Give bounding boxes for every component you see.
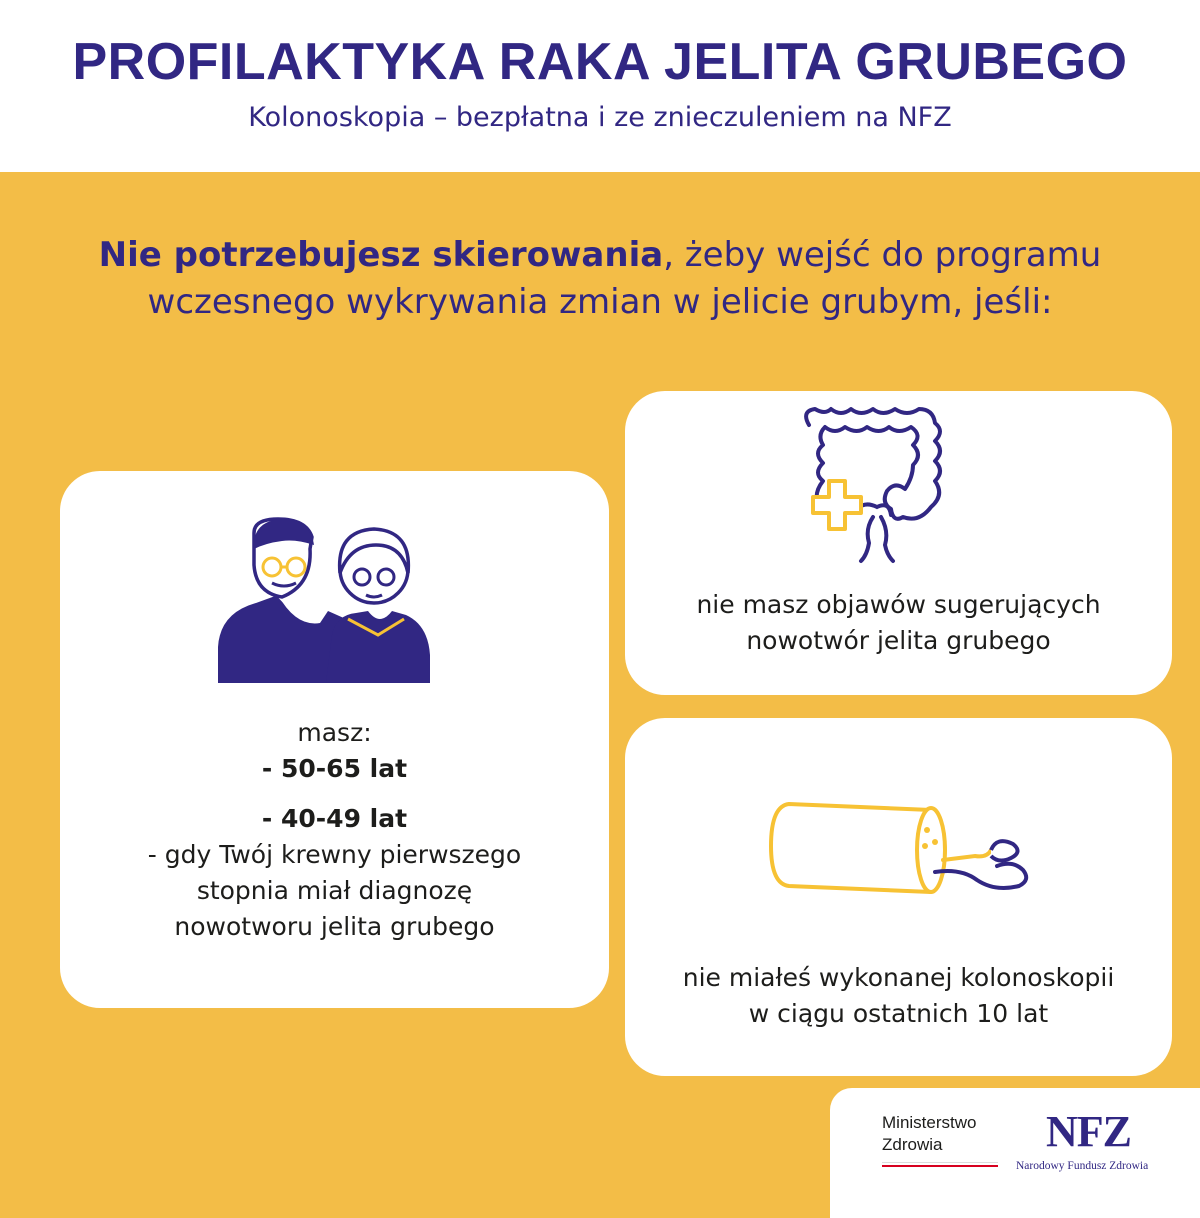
ministry-name-line-1: Ministerstwo: [882, 1113, 977, 1132]
intro-rest: , żeby wejść do programu: [663, 235, 1102, 275]
intro-text: [60, 232, 1140, 326]
intro-bold: Nie potrzebujesz skierowania: [98, 235, 664, 275]
age-card: [60, 471, 609, 1008]
nfz-logo: NFZ: [1046, 1107, 1131, 1156]
symptoms-line-2: nowotwór jelita grubego: [746, 626, 1051, 655]
age-condition-1: - gdy Twój krewny pierwszego: [147, 840, 522, 869]
age-criteria: [60, 715, 609, 945]
ministry-logo: [882, 1112, 976, 1156]
nfz-name: Narodowy Fundusz Zdrowia: [1016, 1160, 1149, 1172]
colonoscope-icon: [765, 800, 1035, 900]
symptoms-line-1: nie masz objawów sugerujących: [696, 590, 1101, 619]
intestine-with-cross-icon: [795, 405, 955, 565]
colonoscopy-line-1: nie miałeś wykonanej kolonoskopii: [682, 963, 1115, 992]
symptoms-card: [625, 391, 1172, 695]
page-title: PROFILAKTYKA RAKA JELITA GRUBEGO: [72, 33, 1128, 91]
age-range-2: - 40-49 lat: [261, 804, 408, 833]
ministry-name-line-2: Zdrowia: [882, 1135, 943, 1154]
page-subtitle: Kolonoskopia – bezpłatna i ze znieczuleniem na NFZ: [248, 102, 952, 133]
colonoscopy-text: [625, 960, 1172, 1032]
age-lead: masz:: [297, 718, 372, 747]
colonoscopy-line-2: w ciągu ostatnich 10 lat: [748, 999, 1049, 1028]
ministry-flag-stripe: [882, 1162, 998, 1166]
symptoms-text: [625, 587, 1172, 659]
age-condition-2: stopnia miał diagnozę: [196, 876, 473, 905]
colonoscopy-card: [625, 718, 1172, 1076]
logos-panel: [830, 1088, 1200, 1218]
intro-line2: wczesnego wykrywania zmian w jelicie grubym, jeśli:: [147, 282, 1053, 322]
age-range-1: - 50-65 lat: [261, 754, 408, 783]
age-condition-3: nowotworu jelita grubego: [174, 912, 495, 941]
header: [0, 0, 1200, 172]
elderly-couple-icon: [216, 515, 432, 687]
